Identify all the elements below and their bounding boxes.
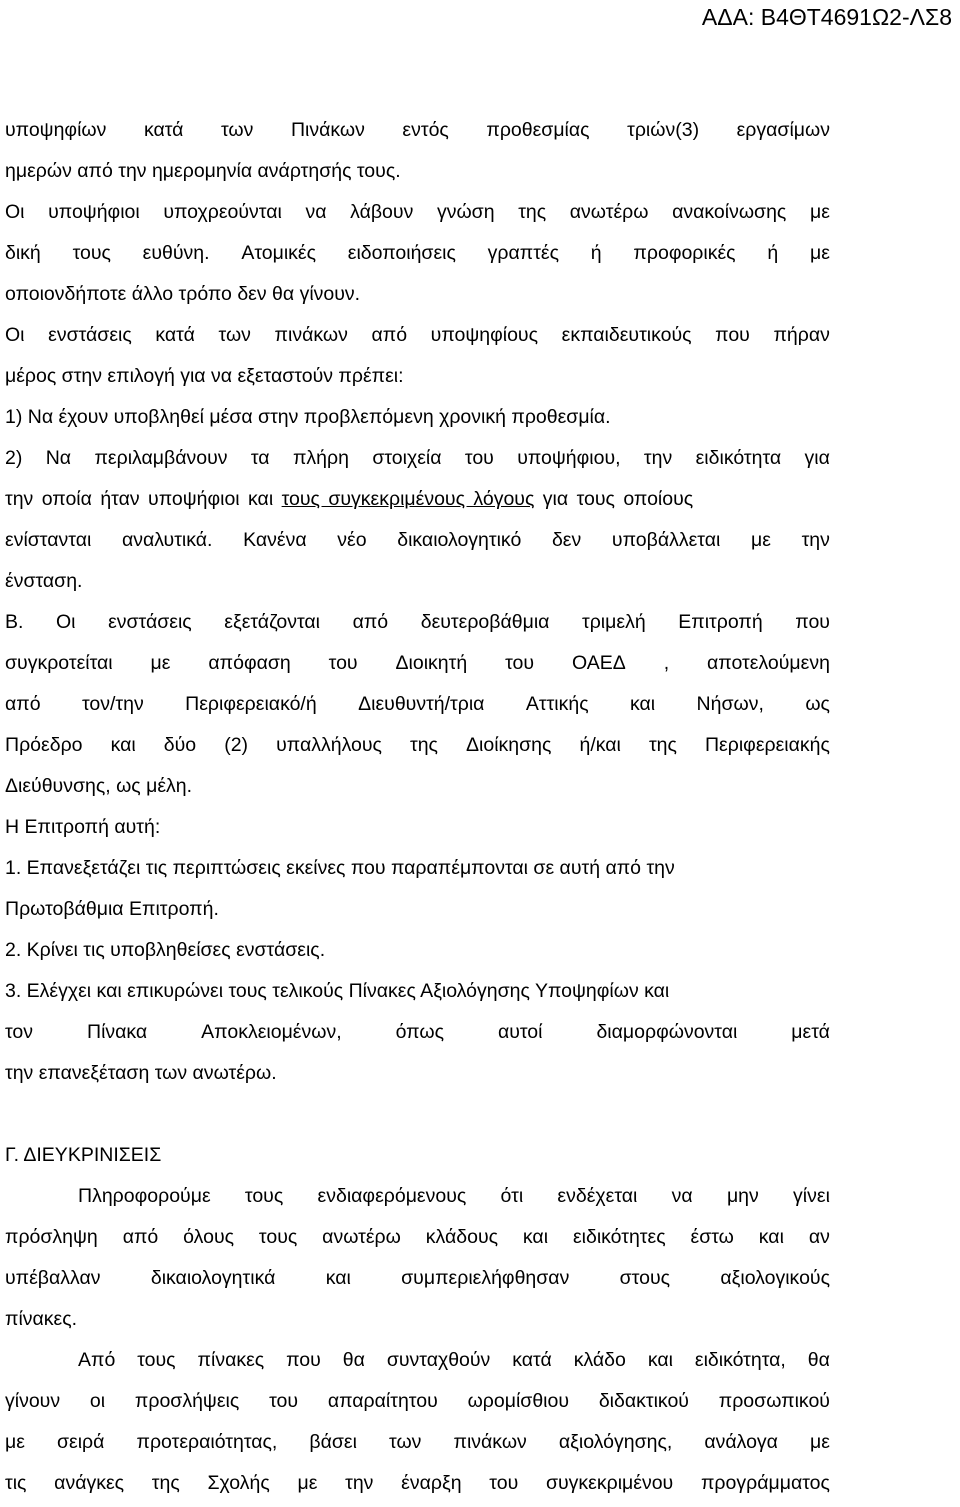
word: με xyxy=(750,529,771,551)
word: εξετάζονται xyxy=(224,611,321,633)
word: 2) xyxy=(5,447,23,469)
word: πίνακες xyxy=(197,1349,265,1371)
word: αναλυτικά. xyxy=(121,529,213,551)
text-line xyxy=(78,1345,830,1375)
word: Σχολής xyxy=(207,1472,270,1494)
word: Β. xyxy=(5,611,24,633)
text-line: 1) Να έχουν υποβληθεί μέσα στην προβλεπόμενη χρονική προθεσμία. xyxy=(5,406,611,428)
word: και xyxy=(522,1226,549,1248)
word: που xyxy=(715,324,750,346)
text-line xyxy=(5,443,830,473)
text-line xyxy=(5,1468,830,1498)
word: υποψήφιου, xyxy=(517,447,621,469)
word: της xyxy=(410,734,438,756)
word: Οι xyxy=(5,324,25,346)
text-line: μέρος στην επιλογή για να εξεταστούν πρέπει: xyxy=(5,365,404,387)
word: διαμορφώνονται xyxy=(596,1021,738,1043)
text-line xyxy=(5,320,830,350)
word: ή xyxy=(590,242,602,264)
word: και xyxy=(647,1349,673,1371)
word: ευθύνη. xyxy=(142,242,210,264)
word: ενδέχεται xyxy=(557,1185,638,1207)
word: πλήρη xyxy=(292,447,349,469)
word: αξιολόγησης, xyxy=(558,1431,673,1453)
word: πρόσληψη xyxy=(5,1226,98,1248)
word: από xyxy=(122,1226,159,1248)
text-segment: την οποία ήταν υποψήφιοι και xyxy=(5,488,282,510)
word: Πρόεδρο xyxy=(5,734,83,756)
word: και xyxy=(325,1267,351,1289)
word: γίνει xyxy=(793,1185,830,1207)
word: από xyxy=(371,324,408,346)
text-segment: για τους οποίους xyxy=(534,488,694,510)
word: τους xyxy=(72,242,111,264)
word: της xyxy=(518,201,547,223)
word: Από xyxy=(78,1349,116,1371)
word: ειδοποιήσεις xyxy=(347,242,456,264)
word: , xyxy=(663,652,670,674)
word: που xyxy=(795,611,830,633)
word: απόφαση xyxy=(208,652,291,674)
word: απαραίτητου xyxy=(327,1390,438,1412)
word: διδακτικού xyxy=(598,1390,689,1412)
word: να xyxy=(305,201,327,223)
word: θα xyxy=(807,1349,830,1371)
word: νέο xyxy=(337,529,367,551)
word: ότι xyxy=(500,1185,524,1207)
word: με xyxy=(5,1431,25,1453)
word: δύο xyxy=(163,734,197,756)
word: με xyxy=(809,242,830,264)
word: Οι xyxy=(5,201,25,223)
text-line: Διεύθυνσης, ως μέλη. xyxy=(5,775,193,797)
word: που xyxy=(286,1349,321,1371)
text-line: οποιονδήποτε άλλο τρόπο δεν θα γίνουν. xyxy=(5,283,361,305)
text-line xyxy=(5,525,830,555)
text-line xyxy=(5,1263,830,1293)
word: την xyxy=(345,1472,374,1494)
word: ωρομίσθιου xyxy=(467,1390,570,1412)
text-line: ένσταση. xyxy=(5,570,83,592)
word: κατά xyxy=(155,324,195,346)
word: ειδικότητα, xyxy=(694,1349,786,1371)
word: και xyxy=(110,734,136,756)
word: της xyxy=(151,1472,180,1494)
word: οι xyxy=(89,1390,106,1412)
text-line xyxy=(5,689,830,719)
text-line xyxy=(5,1222,830,1252)
word: τον/την xyxy=(81,693,144,715)
word: (2) xyxy=(224,734,249,756)
word: δεν xyxy=(551,529,582,551)
word: πινάκων xyxy=(453,1431,527,1453)
word: από xyxy=(5,693,41,715)
text-line xyxy=(5,648,830,678)
word: με xyxy=(810,1431,830,1453)
word: πήραν xyxy=(773,324,830,346)
word: βάσει xyxy=(309,1431,357,1453)
word: ΟΑΕΔ xyxy=(571,652,626,674)
text-line: ημερών από την ημερομηνία ανάρτησής τους. xyxy=(5,160,401,182)
word: να xyxy=(671,1185,693,1207)
word: ανωτέρω xyxy=(322,1226,401,1248)
word: την xyxy=(801,529,830,551)
text-line xyxy=(5,607,830,637)
section-heading: Γ. ΔΙΕΥΚΡΙΝΙΣΕΙΣ xyxy=(5,1144,162,1166)
word: έναρξη xyxy=(401,1472,462,1494)
word: Να xyxy=(45,447,72,469)
word: συγκεκριμένου xyxy=(545,1472,674,1494)
word: ή/και xyxy=(579,734,621,756)
word: αποτελούμενη xyxy=(707,652,830,674)
text-line xyxy=(5,115,830,145)
word: Νήσων, xyxy=(696,693,764,715)
word: Διοίκησης xyxy=(466,734,552,756)
word: ή xyxy=(767,242,779,264)
word: πινάκων xyxy=(274,324,348,346)
word: υποβάλλεται xyxy=(611,529,721,551)
word: της xyxy=(648,734,677,756)
word: Επιτροπή xyxy=(678,611,763,633)
word: υπέβαλλαν xyxy=(5,1267,101,1289)
word: υπαλλήλους xyxy=(276,734,382,756)
word: ειδικότητες xyxy=(572,1226,666,1248)
text-line xyxy=(78,1181,830,1211)
text-line: Η Επιτροπή αυτή: xyxy=(5,816,161,838)
word: υποχρεούνται xyxy=(163,201,282,223)
word: κλάδο xyxy=(573,1349,626,1371)
text-line xyxy=(5,1386,830,1416)
word: με xyxy=(150,652,171,674)
word: μην xyxy=(726,1185,759,1207)
word: δικαιολογητικό xyxy=(397,529,522,551)
word: Πληροφορούμε xyxy=(78,1185,211,1207)
word: των xyxy=(389,1431,422,1453)
word: Πινάκων xyxy=(290,119,365,141)
word: ειδικότητα xyxy=(695,447,782,469)
word: ανάλογα xyxy=(704,1431,778,1453)
word: του xyxy=(489,1472,519,1494)
word: στοιχεία xyxy=(372,447,442,469)
text-line: πίνακες. xyxy=(5,1308,78,1330)
word: όλους xyxy=(183,1226,235,1248)
word: λάβουν xyxy=(350,201,414,223)
word: κατά xyxy=(143,119,184,141)
word: και xyxy=(630,693,656,715)
word: αξιολογικούς xyxy=(720,1267,830,1289)
word: ενδιαφερόμενους xyxy=(317,1185,467,1207)
word: των xyxy=(220,119,254,141)
word: προθεσμίας xyxy=(486,119,590,141)
word: μετά xyxy=(791,1021,830,1043)
word: την xyxy=(643,447,673,469)
text-line xyxy=(5,1427,830,1457)
word: ενστάσεις xyxy=(48,324,132,346)
word: υποψηφίων xyxy=(5,119,107,141)
word: τα xyxy=(250,447,270,469)
word: γίνουν xyxy=(5,1390,61,1412)
word: τους xyxy=(244,1185,284,1207)
text-line xyxy=(5,484,830,514)
ada-identifier: ΑΔΑ: Β4ΘΤ4691Ω2-ΛΣ8 xyxy=(701,4,952,30)
word: και xyxy=(758,1226,784,1248)
text-line xyxy=(5,1017,830,1047)
word: γνώση xyxy=(436,201,495,223)
text-line xyxy=(5,238,830,268)
text-line: 3. Ελέγχει και επικυρώνει τους τελικούς Πίνακες Αξιολόγησης Υποψηφίων και xyxy=(5,980,670,1002)
word: των xyxy=(218,324,251,346)
underlined-phrase: τους συγκεκριμένους λόγους xyxy=(281,488,535,510)
word: ως xyxy=(805,693,830,715)
word: κατά xyxy=(512,1349,552,1371)
text-line: 2. Κρίνει τις υποβληθείσες ενστάσεις. xyxy=(5,939,326,961)
text-line xyxy=(5,197,830,227)
word: με xyxy=(809,201,830,223)
text-line xyxy=(5,730,830,760)
word: Κανένα xyxy=(243,529,307,551)
word: δική xyxy=(5,242,41,264)
word: εργασίμων xyxy=(736,119,830,141)
word: Περιφερειακής xyxy=(704,734,830,756)
word: από xyxy=(352,611,389,633)
word: με xyxy=(297,1472,318,1494)
word: δικαιολογητικά xyxy=(150,1267,276,1289)
word: όπως xyxy=(395,1021,444,1043)
word: περιλαμβάνουν xyxy=(94,447,228,469)
word: υποψήφιοι xyxy=(48,201,140,223)
word: του xyxy=(269,1390,299,1412)
word: αν xyxy=(808,1226,830,1248)
word: τις xyxy=(5,1472,27,1494)
word: τον xyxy=(5,1021,34,1043)
word: Αττικής xyxy=(525,693,589,715)
word: προσωπικού xyxy=(718,1390,830,1412)
word: Ατομικές xyxy=(241,242,317,264)
word: προφορικές xyxy=(633,242,736,264)
word: ανακοίνωσης xyxy=(672,201,787,223)
word: έστω xyxy=(690,1226,734,1248)
text-line: 1. Επανεξετάζει τις περιπτώσεις εκείνες που παραπέμπονται σε αυτή από την xyxy=(5,857,675,879)
word: για xyxy=(804,447,830,469)
word: τριών(3) xyxy=(627,119,700,141)
word: σειρά xyxy=(57,1431,105,1453)
word: συμπεριελήφθησαν xyxy=(401,1267,570,1289)
text-line: Πρωτοβάθμια Επιτροπή. xyxy=(5,898,219,920)
word: ανωτέρω xyxy=(569,201,649,223)
word: ενστάσεις xyxy=(108,611,192,633)
word: τους xyxy=(137,1349,176,1371)
word: τριμελή xyxy=(582,611,646,633)
word: συγκροτείται xyxy=(5,652,113,674)
word: αυτοί xyxy=(497,1021,543,1043)
word: του xyxy=(328,652,358,674)
word: Πίνακα xyxy=(86,1021,148,1043)
word: θα xyxy=(342,1349,365,1371)
word: Διοικητή xyxy=(395,652,468,674)
word: εκπαιδευτικούς xyxy=(561,324,692,346)
word: Περιφερειακό/ή xyxy=(185,693,317,715)
word: ενίστανται xyxy=(5,529,92,551)
text-line: την επανεξέταση των ανωτέρω. xyxy=(5,1062,277,1084)
word: δευτεροβάθμια xyxy=(420,611,550,633)
word: προγράμματος xyxy=(700,1472,830,1494)
word: Οι xyxy=(56,611,76,633)
word: συνταχθούν xyxy=(386,1349,491,1371)
word: Διευθυντή/τρια xyxy=(358,693,485,715)
word: εντός xyxy=(402,119,449,141)
word: προτεραιότητας, xyxy=(136,1431,278,1453)
word: του xyxy=(505,652,535,674)
word: τους xyxy=(258,1226,298,1248)
word: κλάδους xyxy=(425,1226,499,1248)
word: ανάγκες xyxy=(54,1472,125,1494)
word: του xyxy=(464,447,494,469)
word: υποψηφίους xyxy=(430,324,538,346)
word: προσλήψεις xyxy=(134,1390,240,1412)
word: γραπτές xyxy=(487,242,560,264)
word: στους xyxy=(619,1267,671,1289)
word: Αποκλειομένων, xyxy=(201,1021,342,1043)
